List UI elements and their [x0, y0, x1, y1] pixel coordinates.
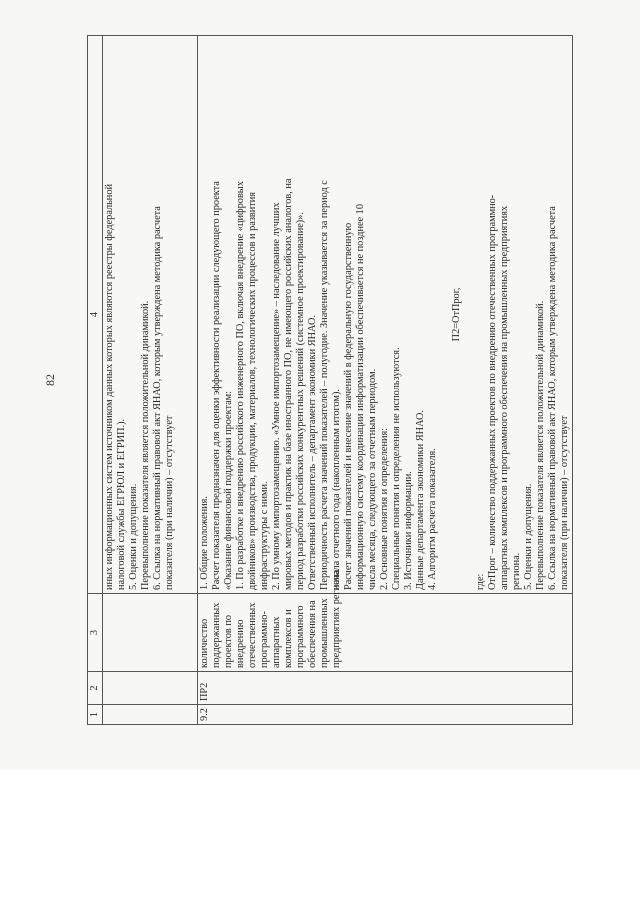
name-line: программно- [259, 611, 270, 668]
table-row [103, 36, 198, 725]
description-line: Периодичность расчета значений показателей – полугодие. Значение указывается за период с [319, 180, 330, 590]
formula: П2=ОтПрог, [451, 287, 462, 342]
description-line: информационную систему координации информатизации обеспечивается не позднее 10 [355, 204, 366, 590]
description-line: мировых методов и практик на базе иностранного ПО, не имеющего российских аналогов, на [283, 178, 294, 590]
spacer [463, 39, 475, 590]
header-cell-4: 4 [88, 36, 103, 594]
description-line: налоговой службы ЕГРЮЛ и ЕГРИП.). [116, 418, 127, 590]
description-line: 6. Ссылка на нормативный правовой акт ЯНАО, которым утверждена методика расчета [547, 206, 558, 590]
rotated-page [35, 35, 570, 725]
description-line: период разработки российских конкурентных решений (системное проектирование)». [295, 212, 306, 590]
header-cell-2: 2 [88, 672, 103, 705]
description-line: 4. Алгоритм расчета показателя. [427, 448, 438, 590]
indicator-code-cell: ПР2 [198, 672, 573, 705]
description-line: аппаратных комплексов и программного обеспечения на промышленных предприятиях [499, 205, 510, 590]
indicator-code-cell [103, 672, 198, 705]
description-line: «Оказание финансовой поддержки проектам: [223, 390, 234, 590]
description-line: региона. [511, 552, 522, 590]
name-line: предприятиях региона [331, 569, 342, 668]
name-line: программного [295, 605, 306, 668]
description-line: Специальные понятия и определения не используются. [391, 347, 402, 590]
name-line: комплексов и [283, 609, 294, 668]
description-line: 6. Ссылка на нормативный правовой акт ЯНАО, которым утверждена методика расчета [152, 206, 163, 590]
where-label: где: [475, 573, 486, 590]
table-row [198, 36, 573, 725]
name-line: отечественных [247, 602, 258, 668]
indicator-table [87, 35, 573, 725]
row-number-cell: 9.2 [198, 705, 573, 725]
blank-margin [0, 770, 640, 905]
indicator-name-cell [103, 594, 198, 672]
description-line: показателя (при наличии) – отсутствует [559, 415, 570, 590]
description-line: иных информационных систем источником данных которых являются реестры федеральной [104, 184, 115, 590]
indicator-description-cell [198, 36, 573, 594]
name-line: проектов по [223, 615, 234, 668]
description-line: Перевыполнение показателя является положительной динамикой. [140, 300, 151, 590]
description-line: 1. По разработке и внедрению российского инженерного ПО, включая внедрение «цифровых [235, 181, 246, 590]
description-line: Данные департамента экономики ЯНАО. [415, 409, 426, 590]
header-cell-3: 3 [88, 594, 103, 672]
name-line: промышленных [319, 598, 330, 668]
description-line: 3. Источники информации. [403, 471, 414, 590]
description-line: начала отчетного года (накопленным итогом). [331, 389, 342, 590]
description-line: 5. Оценки и допущения. [128, 483, 139, 590]
indicator-description-cell [103, 36, 198, 594]
description-line: 2. Основные понятия и определения: [379, 427, 390, 590]
name-line: внедрению [235, 619, 246, 668]
description-line: показателя (при наличии) – отсутствует [164, 415, 175, 590]
row-number-cell [103, 705, 198, 725]
description-line: 1. Общие положения. [199, 496, 210, 590]
description-line: двойников» производства, продукции, материалов, технологических процессов и развития [247, 191, 258, 590]
description-line: числа месяца, следующего за отчетным периодом. [367, 368, 378, 590]
description-line: инфраструктуры с ними. [259, 481, 270, 590]
name-line: поддержанных [211, 602, 222, 668]
name-line: аппаратных [271, 616, 282, 668]
spacer [439, 39, 451, 590]
header-cell-1: 1 [88, 705, 103, 725]
description-line: Ответственный исполнитель – департамент экономики ЯНАО. [307, 315, 318, 590]
table-header-row [88, 36, 103, 725]
name-line: обеспечения на [307, 600, 318, 668]
description-line: 5. Оценки и допущения. [523, 483, 534, 590]
description-line: Расчет показателя предназначен для оценки эффективности реализации следующего проекта [211, 181, 222, 590]
description-line: 2. По умному импортозамещению. «Умное импортозамещение» – наследование лучших [271, 202, 282, 590]
description-line: Расчет значений показателей и внесение значений в федеральную государственную [343, 222, 354, 590]
name-line: количество [199, 618, 210, 668]
page-number: 82 [43, 374, 57, 386]
description-line: ОтПрог – количество поддержанных проектов по внедрению отечественных программно- [487, 194, 498, 590]
description-line: Перевыполнение показателя является положительной динамикой. [535, 300, 546, 590]
